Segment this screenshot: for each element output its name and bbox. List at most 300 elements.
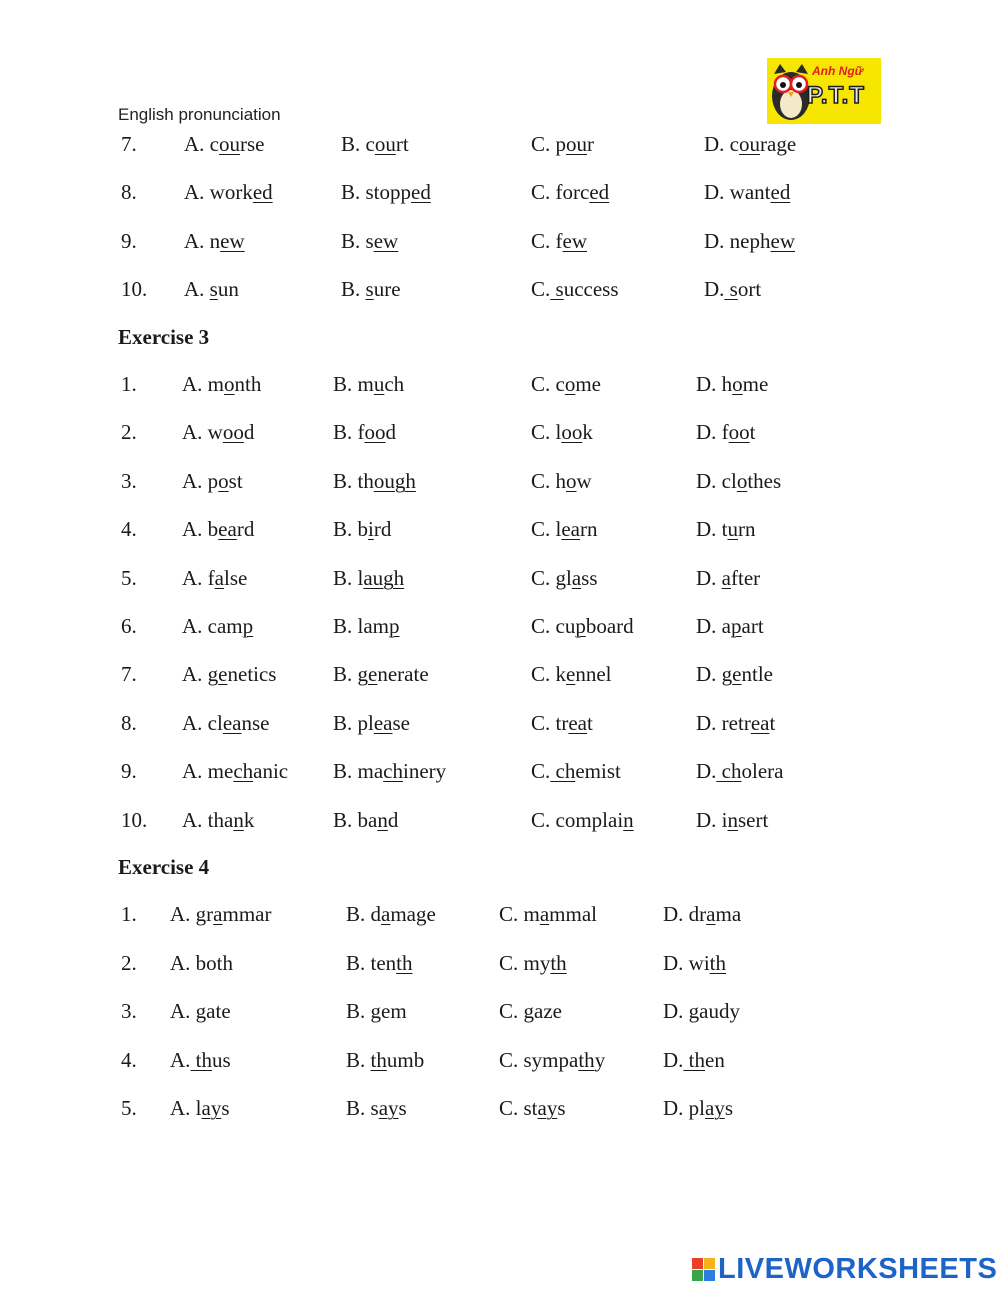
option-text: C. tr: [531, 711, 569, 735]
answer-option-c[interactable]: [531, 614, 634, 639]
option-text: d: [387, 808, 399, 832]
answer-option-b[interactable]: [333, 517, 391, 542]
option-text: D.: [696, 759, 717, 783]
underlined-sound: ea: [218, 517, 237, 541]
option-text: B. ba: [333, 808, 378, 832]
option-text: D. dr: [663, 902, 707, 926]
option-text: nse: [241, 711, 270, 735]
option-text: A. m: [182, 372, 224, 396]
answer-option-a[interactable]: [184, 180, 273, 205]
answer-option-c[interactable]: [499, 1096, 566, 1121]
option-text: rage: [760, 132, 797, 156]
underlined-sound: th: [370, 1048, 387, 1072]
answer-option-c[interactable]: [531, 759, 621, 784]
option-text: A.: [170, 1048, 191, 1072]
option-text: d: [243, 420, 255, 444]
option-text: D.: [704, 277, 725, 301]
answer-option-c[interactable]: [531, 277, 619, 302]
answer-option-c[interactable]: [499, 999, 562, 1024]
underlined-sound: oo: [364, 420, 386, 444]
option-text: B. s: [346, 1096, 379, 1120]
option-text: A. cl: [182, 711, 223, 735]
answer-option-c[interactable]: [531, 566, 598, 591]
question-number: 6.: [121, 614, 137, 638]
option-text: D. c: [704, 132, 739, 156]
answer-option-d[interactable]: [696, 517, 756, 542]
option-text: r: [587, 132, 595, 156]
underlined-sound: o: [566, 469, 577, 493]
underlined-sound: oo: [561, 420, 583, 444]
option-text: se: [392, 711, 410, 735]
underlined-sound: u: [373, 372, 385, 396]
option-text: thes: [747, 469, 782, 493]
option-text: B. f: [333, 420, 365, 444]
option-text: A.: [184, 277, 210, 301]
question-number: 9.: [121, 229, 137, 253]
option-text: ma: [715, 902, 742, 926]
question-number: 2.: [121, 951, 137, 975]
answer-option-c[interactable]: [531, 180, 609, 205]
answer-option-a[interactable]: [170, 951, 233, 976]
answer-option-d[interactable]: [704, 277, 761, 302]
option-text: C. gl: [531, 566, 572, 590]
ptt-logo: [767, 58, 881, 124]
answer-option-b[interactable]: [333, 759, 446, 784]
answer-option-a[interactable]: [182, 614, 253, 639]
answer-option-b[interactable]: [341, 277, 401, 302]
question-number: 5.: [121, 1096, 137, 1120]
answer-option-b[interactable]: [333, 566, 404, 591]
question-number: 8.: [121, 180, 137, 204]
underlined-sound: th: [578, 1048, 595, 1072]
answer-option-d[interactable]: [704, 132, 796, 157]
underlined-sound: a: [571, 566, 582, 590]
question-number: 3.: [121, 469, 137, 493]
option-text: sert: [738, 808, 769, 832]
answer-option-d[interactable]: [704, 229, 795, 254]
option-text: A. g: [182, 662, 219, 686]
option-text: C. cu: [531, 614, 576, 638]
option-text: B. c: [341, 132, 375, 156]
underlined-sound: s: [209, 277, 218, 301]
option-text: ntle: [741, 662, 773, 686]
option-text: A. c: [184, 132, 219, 156]
answer-option-a[interactable]: [170, 1096, 230, 1121]
option-text: D. retr: [696, 711, 751, 735]
underlined-sound: ou: [374, 132, 396, 156]
answer-option-d[interactable]: [704, 180, 790, 205]
option-text: C. forc: [531, 180, 590, 204]
answer-option-c[interactable]: [531, 372, 601, 397]
underlined-sound: ed: [589, 180, 610, 204]
option-text: A. both: [170, 951, 233, 975]
option-text: nnel: [575, 662, 612, 686]
option-text: d: [385, 420, 396, 444]
option-text: us: [212, 1048, 231, 1072]
option-text: ure: [373, 277, 401, 301]
answer-option-c[interactable]: [531, 469, 592, 494]
option-text: un: [217, 277, 239, 301]
option-text: B. ten: [346, 951, 397, 975]
option-text: k: [243, 808, 255, 832]
answer-option-c[interactable]: [531, 132, 594, 157]
underlined-sound: n: [377, 808, 388, 832]
option-text: s: [557, 1096, 566, 1120]
underlined-sound: a: [721, 566, 731, 590]
option-text: D. a: [696, 614, 731, 638]
underlined-sound: ea: [222, 711, 242, 735]
option-text: board: [585, 614, 634, 638]
answer-option-d[interactable]: [663, 951, 726, 976]
answer-option-a[interactable]: [182, 372, 261, 397]
question-number: 1.: [121, 902, 137, 926]
question-number: 2.: [121, 420, 137, 444]
option-text: C. gaze: [499, 999, 562, 1023]
underlined-sound: ed: [252, 180, 273, 204]
answer-option-d[interactable]: [663, 902, 741, 927]
option-text: D. pl: [663, 1096, 705, 1120]
option-text: umb: [386, 1048, 425, 1072]
answer-option-b[interactable]: [346, 902, 436, 927]
answer-option-b[interactable]: [333, 808, 398, 833]
answer-option-a[interactable]: [170, 1048, 231, 1073]
underlined-sound: ed: [770, 180, 791, 204]
option-text: s: [221, 1096, 230, 1120]
underlined-sound: ay: [378, 1096, 399, 1120]
option-text: k: [582, 420, 593, 444]
option-text: B. gem: [346, 999, 407, 1023]
answer-option-d[interactable]: [696, 566, 760, 591]
answer-option-c[interactable]: [499, 951, 567, 976]
option-text: D. f: [696, 420, 729, 444]
underlined-sound: oo: [222, 420, 244, 444]
option-text: A. p: [182, 469, 219, 493]
underlined-sound: ea: [750, 711, 770, 735]
underlined-sound: o: [224, 372, 235, 396]
underlined-sound: n: [233, 808, 244, 832]
underlined-sound: ew: [562, 229, 587, 253]
underlined-sound: ch: [550, 759, 576, 783]
option-text: rd: [236, 517, 255, 541]
option-text: emist: [575, 759, 621, 783]
option-text: ss: [581, 566, 598, 590]
exercise4-title: Exercise 4: [118, 855, 210, 879]
underlined-sound: augh: [363, 566, 405, 590]
answer-option-b[interactable]: [346, 1096, 407, 1121]
option-text: C. f: [531, 229, 563, 253]
liveworksheets-logo-icon: [692, 1258, 716, 1282]
option-text: D. want: [704, 180, 771, 204]
option-text: olera: [741, 759, 784, 783]
question-number: 10.: [121, 808, 148, 832]
option-text: nth: [234, 372, 262, 396]
option-text: mmar: [222, 902, 272, 926]
answer-option-a[interactable]: [184, 277, 239, 302]
underlined-sound: ch: [383, 759, 403, 783]
option-text: en: [705, 1048, 725, 1072]
answer-option-c[interactable]: [531, 711, 593, 736]
answer-option-b[interactable]: [341, 180, 431, 205]
underlined-sound: o: [736, 469, 748, 493]
underlined-sound: ea: [568, 711, 587, 735]
underlined-sound: u: [727, 517, 738, 541]
answer-option-d[interactable]: [696, 372, 768, 397]
liveworksheets-brand: LIVEWORKSHEETS: [718, 1253, 998, 1285]
answer-option-d[interactable]: [696, 759, 783, 784]
option-text: C.: [531, 277, 551, 301]
question-number: 8.: [121, 711, 137, 735]
option-text: mmal: [549, 902, 597, 926]
answer-option-c[interactable]: [531, 420, 593, 445]
option-text: t: [749, 420, 756, 444]
answer-option-a[interactable]: [182, 808, 254, 833]
answer-option-a[interactable]: [182, 566, 247, 591]
answer-option-a[interactable]: [170, 999, 231, 1024]
question-number: 1.: [121, 372, 137, 396]
underlined-sound: o: [218, 469, 229, 493]
underlined-sound: ou: [566, 132, 588, 156]
underlined-sound: th: [550, 951, 567, 975]
option-text: s: [724, 1096, 734, 1120]
option-text: s: [398, 1096, 407, 1120]
option-text: D. neph: [704, 229, 771, 253]
answer-option-d[interactable]: [696, 420, 756, 445]
option-text: rn: [738, 517, 756, 541]
underlined-sound: a: [381, 902, 391, 926]
answer-option-a[interactable]: [182, 469, 243, 494]
underlined-sound: p: [731, 614, 742, 638]
question-number: 4.: [121, 517, 137, 541]
underlined-sound: ough: [373, 469, 416, 493]
answer-option-b[interactable]: [333, 420, 396, 445]
answer-option-a[interactable]: [184, 132, 265, 157]
option-text: C. complai: [531, 808, 624, 832]
answer-option-c[interactable]: [531, 229, 587, 254]
answer-option-d[interactable]: [663, 1096, 733, 1121]
option-text: st: [228, 469, 243, 493]
option-text: D. i: [696, 808, 728, 832]
logo-line1: Anh Ngữ: [812, 64, 864, 78]
question-number: 7.: [121, 132, 137, 156]
option-text: B. g: [333, 662, 369, 686]
option-text: uccess: [563, 277, 619, 301]
option-text: rd: [373, 517, 392, 541]
option-text: D. wi: [663, 951, 710, 975]
underlined-sound: ou: [219, 132, 240, 156]
underlined-sound: ed: [411, 180, 431, 204]
underlined-sound: a: [706, 902, 716, 926]
underlined-sound: s: [724, 277, 738, 301]
answer-option-d[interactable]: [663, 999, 740, 1024]
option-text: C. st: [499, 1096, 538, 1120]
option-text: ort: [737, 277, 762, 301]
option-text: C. k: [531, 662, 567, 686]
underlined-sound: s: [365, 277, 374, 301]
option-text: A. w: [182, 420, 223, 444]
underlined-sound: e: [566, 662, 576, 686]
answer-option-d[interactable]: [696, 711, 775, 736]
option-text: C. p: [531, 132, 567, 156]
underlined-sound: s: [550, 277, 564, 301]
header-title: English pronunciation: [118, 105, 281, 124]
underlined-sound: ew: [373, 229, 399, 253]
option-text: B. stopp: [341, 180, 412, 204]
underlined-sound: a: [539, 902, 550, 926]
underlined-sound: o: [732, 372, 743, 396]
underlined-sound: ou: [739, 132, 760, 156]
option-text: ch: [384, 372, 405, 396]
option-text: B.: [346, 1048, 371, 1072]
option-text: t: [587, 711, 593, 735]
option-text: A. me: [182, 759, 234, 783]
option-text: w: [576, 469, 592, 493]
answer-option-c[interactable]: [531, 517, 598, 542]
option-text: A. l: [170, 1096, 202, 1120]
option-text: rt: [395, 132, 409, 156]
option-text: A. cam: [182, 614, 243, 638]
option-text: D.: [663, 1048, 684, 1072]
underlined-sound: th: [683, 1048, 706, 1072]
question-number: 3.: [121, 999, 137, 1023]
option-text: C. l: [531, 517, 562, 541]
underlined-sound: a: [214, 566, 224, 590]
answer-option-a[interactable]: [182, 420, 254, 445]
option-text: B. pl: [333, 711, 374, 735]
option-text: B. l: [333, 566, 364, 590]
underlined-sound: th: [709, 951, 727, 975]
underlined-sound: ch: [716, 759, 742, 783]
answer-option-c[interactable]: [531, 808, 634, 833]
underlined-sound: oo: [728, 420, 750, 444]
option-text: netics: [227, 662, 277, 686]
option-text: D. g: [696, 662, 733, 686]
question-number: 10.: [121, 277, 148, 301]
underlined-sound: ay: [705, 1096, 725, 1120]
question-number: 5.: [121, 566, 137, 590]
option-text: D.: [696, 566, 722, 590]
underlined-sound: n: [623, 808, 634, 832]
option-text: C. my: [499, 951, 551, 975]
option-text: art: [741, 614, 764, 638]
underlined-sound: ea: [373, 711, 393, 735]
answer-option-b[interactable]: [333, 372, 404, 397]
answer-option-b[interactable]: [333, 469, 416, 494]
answer-option-a[interactable]: [170, 902, 271, 927]
underlined-sound: e: [732, 662, 742, 686]
option-text: A. b: [182, 517, 219, 541]
option-text: anic: [253, 759, 289, 783]
answer-option-d[interactable]: [696, 614, 764, 639]
underlined-sound: p: [389, 614, 400, 638]
answer-option-d[interactable]: [696, 662, 773, 687]
answer-option-a[interactable]: [184, 229, 245, 254]
option-text: C. m: [499, 902, 540, 926]
option-text: B. lam: [333, 614, 389, 638]
underlined-sound: e: [368, 662, 378, 686]
answer-option-a[interactable]: [182, 711, 269, 736]
answer-option-c[interactable]: [499, 902, 597, 927]
answer-option-a[interactable]: [182, 517, 254, 542]
question-number: 4.: [121, 1048, 137, 1072]
option-text: B. s: [341, 229, 374, 253]
option-text: A. tha: [182, 808, 234, 832]
underlined-sound: a: [213, 902, 223, 926]
option-text: lse: [224, 566, 248, 590]
option-text: C. c: [531, 372, 565, 396]
option-text: fter: [731, 566, 761, 590]
underlined-sound: th: [190, 1048, 213, 1072]
option-text: D. t: [696, 517, 728, 541]
option-text: B.: [341, 277, 366, 301]
exercise3-title: Exercise 3: [118, 325, 210, 349]
answer-option-c[interactable]: [531, 662, 612, 687]
answer-option-d[interactable]: [696, 808, 768, 833]
answer-option-d[interactable]: [696, 469, 781, 494]
answer-option-a[interactable]: [182, 759, 288, 784]
option-text: B. d: [346, 902, 382, 926]
underlined-sound: ew: [770, 229, 795, 253]
underlined-sound: ea: [561, 517, 580, 541]
underlined-sound: ay: [201, 1096, 222, 1120]
option-text: B. m: [333, 372, 374, 396]
option-text: C. sympa: [499, 1048, 579, 1072]
option-text: rse: [240, 132, 265, 156]
option-text: B. b: [333, 517, 369, 541]
underlined-sound: ch: [233, 759, 254, 783]
answer-option-b[interactable]: [341, 229, 398, 254]
question-number: 7.: [121, 662, 137, 686]
answer-option-b[interactable]: [341, 132, 409, 157]
option-text: rn: [580, 517, 598, 541]
option-text: D. h: [696, 372, 733, 396]
underlined-sound: p: [242, 614, 254, 638]
underlined-sound: n: [727, 808, 738, 832]
option-text: A. gr: [170, 902, 214, 926]
answer-option-c[interactable]: [499, 1048, 605, 1073]
answer-option-b[interactable]: [346, 951, 413, 976]
option-text: C.: [531, 759, 551, 783]
option-text: A. work: [184, 180, 253, 204]
option-text: D. cl: [696, 469, 737, 493]
logo-line2: P.T.T: [807, 82, 865, 109]
option-text: A. gate: [170, 999, 231, 1023]
underlined-sound: th: [396, 951, 413, 975]
option-text: mage: [390, 902, 436, 926]
option-text: nerate: [377, 662, 429, 686]
underlined-sound: i: [368, 517, 374, 541]
answer-option-b[interactable]: [333, 711, 410, 736]
question-number: 9.: [121, 759, 137, 783]
option-text: inery: [403, 759, 447, 783]
answer-option-b[interactable]: [346, 1048, 424, 1073]
option-text: t: [769, 711, 776, 735]
option-text: me: [742, 372, 769, 396]
answer-option-b[interactable]: [333, 614, 400, 639]
underlined-sound: o: [564, 372, 576, 396]
answer-option-b[interactable]: [333, 662, 429, 687]
option-text: me: [575, 372, 601, 396]
option-text: C. l: [531, 420, 562, 444]
option-text: y: [594, 1048, 606, 1072]
answer-option-a[interactable]: [182, 662, 276, 687]
option-text: B. th: [333, 469, 374, 493]
answer-option-b[interactable]: [346, 999, 407, 1024]
option-text: A. f: [182, 566, 215, 590]
underlined-sound: e: [218, 662, 228, 686]
underlined-sound: ew: [220, 229, 245, 253]
answer-option-d[interactable]: [663, 1048, 725, 1073]
underlined-sound: p: [575, 614, 586, 638]
